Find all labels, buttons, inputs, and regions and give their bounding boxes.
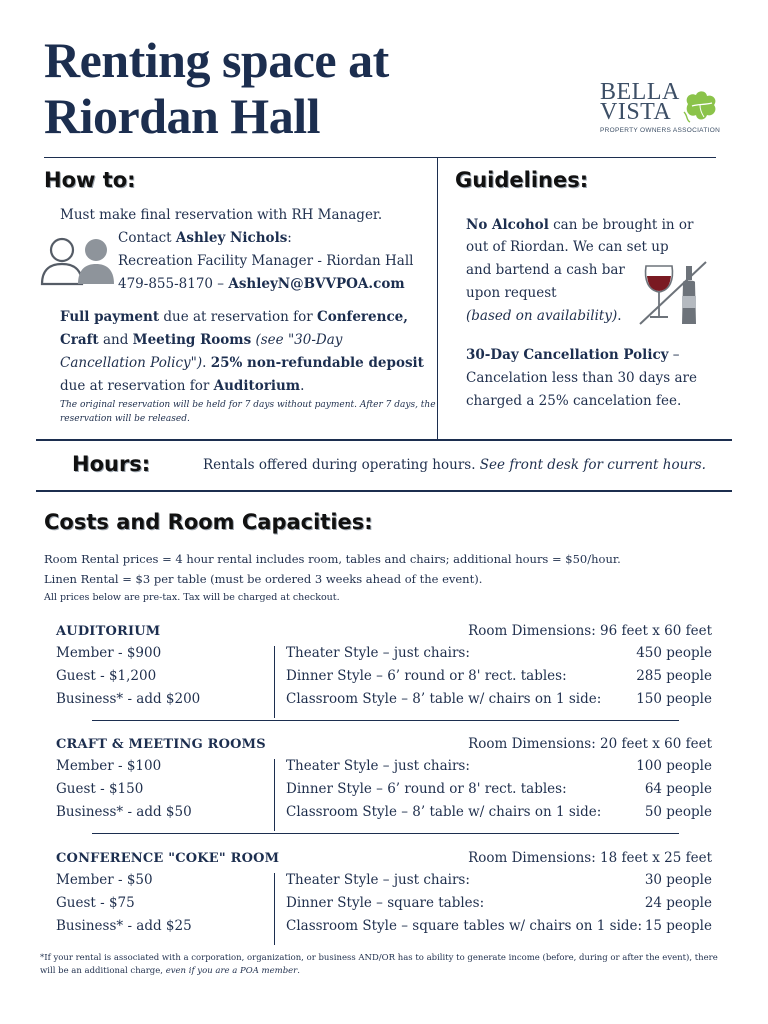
seating-style: Theater Style – just chairs:: [286, 645, 470, 661]
guideline-line4: upon request: [466, 285, 557, 301]
costs-line2: Linen Rental = $3 per table (must be ordered 3 weeks ahead of the event).: [44, 572, 483, 586]
guideline-line2: out of Riordan. We can set up: [466, 239, 669, 255]
reservation-note-line1: The original reservation will be held for 7 days without payment. After 7 days, the: [60, 400, 436, 410]
cancellation-line3: charged a 25% cancelation fee.: [466, 393, 682, 409]
no-alcohol-icon: [638, 260, 710, 326]
payment-line2: Craft and Meeting Rooms (see "30-Day: [60, 332, 343, 348]
room-dimensions: Room Dimensions: 18 feet x 25 feet: [468, 850, 712, 866]
room-price: Business* - add $50: [56, 804, 192, 820]
footnote-line1: *If your rental is associated with a corporation, organization, or business AND/OR has to ability to generate income (before, during or after the event), there: [40, 953, 718, 963]
guideline-line5: (based on availability).: [466, 308, 622, 324]
seating-style: Dinner Style – 6’ round or 8' rect. tables:: [286, 668, 567, 684]
seating-style: Classroom Style – 8’ table w/ chairs on 1 side:: [286, 804, 602, 820]
room-divider: [92, 720, 679, 721]
room-column-divider: [274, 646, 275, 718]
room-price: Guest - $150: [56, 781, 144, 797]
hours-top-divider: [36, 439, 732, 441]
payment-line3: Cancellation Policy"). 25% non-refundable deposit: [60, 355, 424, 371]
room-capacity: 50 people: [644, 804, 712, 820]
room-price: Member - $900: [56, 645, 162, 661]
grape-leaf-icon: [682, 90, 720, 124]
cancellation-line2: Cancelation less than 30 days are: [466, 370, 697, 386]
guideline-line1: No Alcohol can be brought in or: [466, 217, 694, 233]
contact-phone: 479-855-8170 –: [118, 276, 229, 292]
room-price: Guest - $1,200: [56, 668, 157, 684]
room-price: Member - $100: [56, 758, 162, 774]
room-name: AUDITORIUM: [56, 624, 161, 639]
seating-style: Dinner Style – square tables:: [286, 895, 485, 911]
cancellation-line1: 30-Day Cancellation Policy –: [466, 347, 680, 363]
room-dimensions: Room Dimensions: 20 feet x 60 feet: [468, 736, 712, 752]
room-capacity: 30 people: [644, 872, 712, 888]
room-capacity: 24 people: [644, 895, 712, 911]
payment-line1: Full payment due at reservation for Conference,: [60, 309, 408, 325]
contact-phone-email: [118, 273, 405, 296]
seating-style: Theater Style – just chairs:: [286, 758, 470, 774]
room-capacity: 150 people: [636, 691, 712, 707]
page-title: Renting space at Riordan Hall: [44, 32, 389, 144]
people-icon: [40, 236, 116, 286]
howto-heading: How to:: [44, 168, 136, 192]
room-price: Member - $50: [56, 872, 153, 888]
room-column-divider: [274, 759, 275, 831]
guideline-line3: and bartend a cash bar: [466, 262, 625, 278]
costs-line3: All prices below are pre-tax. Tax will be charged at checkout.: [44, 592, 340, 603]
room-price: Business* - add $200: [56, 691, 201, 707]
logo-word-vista: VISTA: [600, 99, 672, 125]
room-capacity: 100 people: [636, 758, 712, 774]
payment-line4: due at reservation for Auditorium.: [60, 378, 305, 394]
contact-line: Contact Ashley Nichols:: [118, 230, 292, 246]
bella-vista-logo: [598, 80, 723, 142]
room-capacity: 15 people: [644, 918, 712, 934]
costs-heading: Costs and Room Capacities:: [44, 510, 373, 534]
reservation-note-line2: reservation will be released.: [60, 414, 190, 424]
room-price: Business* - add $25: [56, 918, 192, 934]
room-capacity: 64 people: [644, 781, 712, 797]
seating-style: Dinner Style – 6’ round or 8' rect. tables:: [286, 781, 567, 797]
top-divider: [44, 157, 716, 158]
logo-tagline: PROPERTY OWNERS ASSOCIATION: [600, 127, 721, 134]
room-name: CONFERENCE "COKE" ROOM: [56, 851, 280, 866]
seating-style: Theater Style – just chairs:: [286, 872, 470, 888]
hours-bottom-divider: [36, 490, 732, 492]
contact-title: Recreation Facility Manager - Riordan Hall: [118, 253, 414, 269]
footnote: [40, 952, 740, 978]
column-divider: [437, 157, 438, 439]
costs-line1: Room Rental prices = 4 hour rental includes room, tables and chairs; additional hours = $50/hour.: [44, 552, 621, 566]
contact-name: Ashley Nichols: [175, 230, 288, 246]
room-name: CRAFT & MEETING ROOMS: [56, 737, 266, 752]
logo-word-bella: BELLA: [600, 79, 680, 105]
room-dimensions: Room Dimensions: 96 feet x 60 feet: [468, 623, 712, 639]
room-price: Guest - $75: [56, 895, 135, 911]
howto-line1: Must make final reservation with RH Manager.: [60, 207, 383, 223]
guidelines-heading: Guidelines:: [455, 168, 589, 192]
seating-style: Classroom Style – square tables w/ chairs on 1 side:: [286, 918, 643, 934]
contact-email[interactable]: AshleyN@BVVPOA.com: [228, 276, 405, 292]
hours-text: Rentals offered during operating hours. See front desk for current hours.: [203, 457, 706, 473]
room-divider: [92, 833, 679, 834]
seating-style: Classroom Style – 8’ table w/ chairs on 1 side:: [286, 691, 602, 707]
hours-heading: Hours:: [72, 452, 151, 476]
room-capacity: 285 people: [636, 668, 712, 684]
room-capacity: 450 people: [636, 645, 712, 661]
room-column-divider: [274, 873, 275, 945]
footnote-line2: will be an additional charge, even if you are a POA member.: [40, 966, 300, 976]
